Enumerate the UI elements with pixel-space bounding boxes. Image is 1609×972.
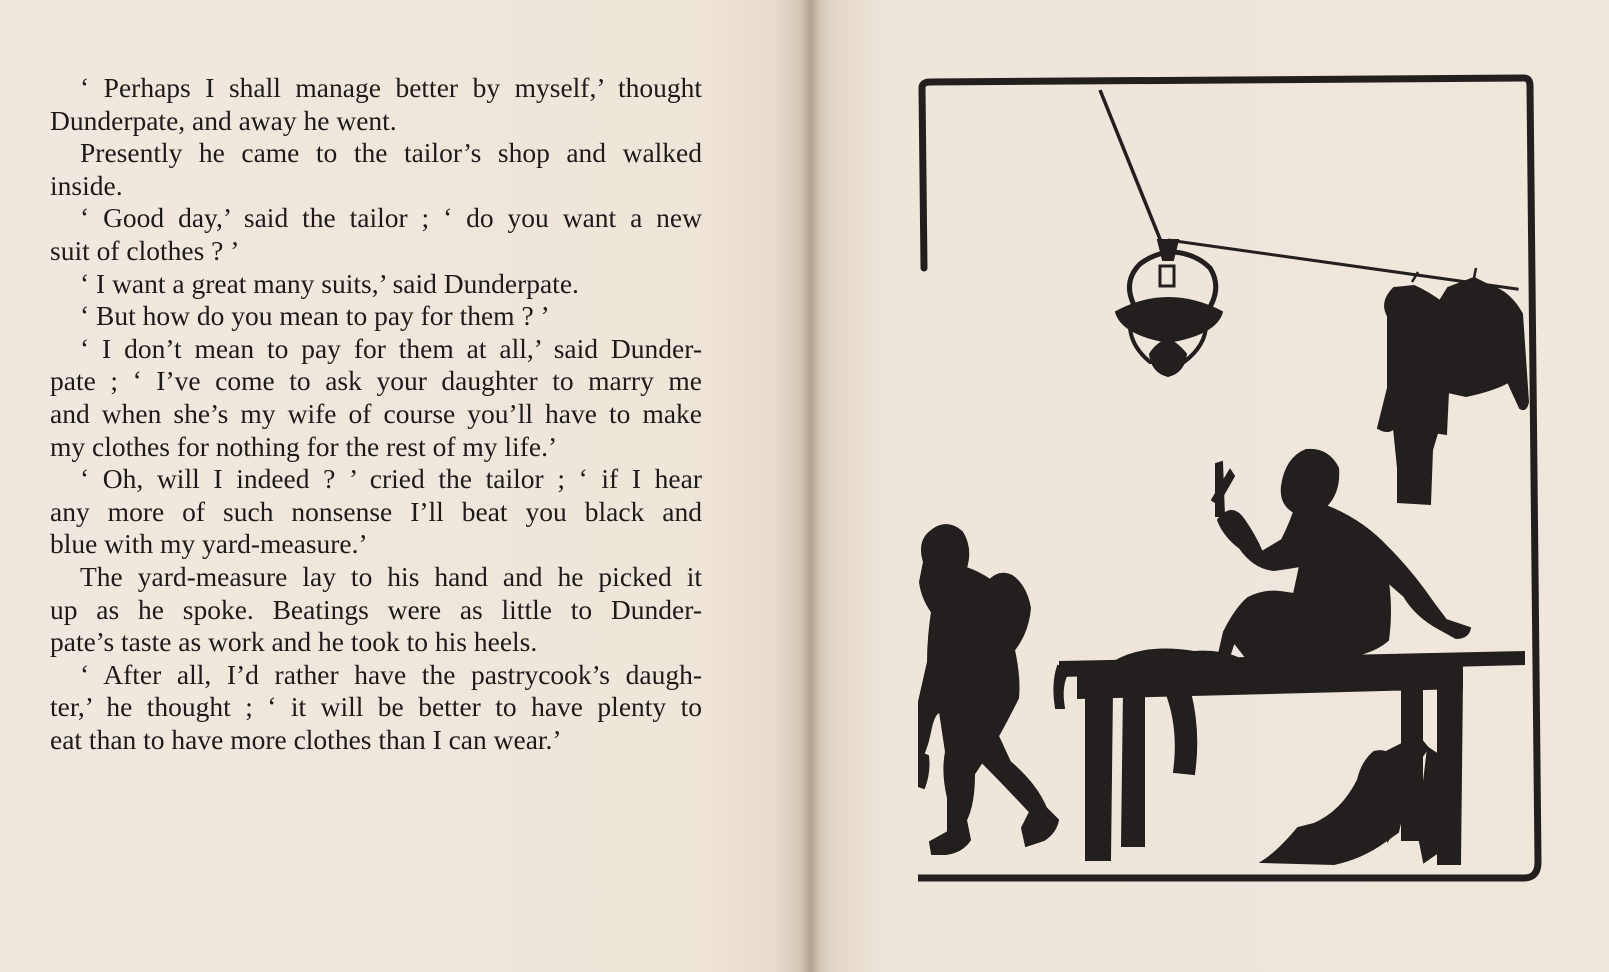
text-line: and when she’s my wife of course you’ll have to make [50,397,702,429]
silhouette-illustration [918,72,1568,912]
text-line: ‘ Perhaps I shall manage better by myself,’ thought [80,72,702,103]
text-line: The yard-measure lay to his hand and he picked it [80,560,702,592]
text-line: ‘ Good day,’ said the tailor ; ‘ do you want a new [80,202,702,234]
text-line: eat than to have more clothes than I can wear.’ [50,723,562,755]
story-text [50,72,702,756]
text-line: any more of such nonsense I’ll beat you black and [50,495,702,527]
text-line: ter,’ he thought ; ‘ it will be better to have plenty to [50,691,702,723]
text-line: pate’s taste as work and he took to his heels. [50,626,538,658]
text-line: inside. [50,169,123,201]
text-line: blue with my yard-measure.’ [50,528,368,560]
text-line: suit of clothes ? ’ [50,234,240,266]
boy-silhouette [918,525,1058,854]
text-line: ‘ After all, I’d rather have the pastrycook’s daugh- [80,658,702,690]
text-line: up as he spoke. Beatings were as little to Dunder- [50,593,702,625]
book-gutter [800,0,820,972]
text-line: Presently he came to the tailor’s shop and walked [80,137,702,169]
text-line: ‘ I want a great many suits,’ said Dunderpate. [80,267,579,299]
text-line: ‘ I don’t mean to pay for them at all,’ said Dunder- [80,332,702,364]
workbench-silhouette [1054,650,1524,864]
text-line: my clothes for nothing for the rest of my life.’ [50,430,558,462]
text-line: ‘ But how do you mean to pay for them ? ’ [80,300,550,332]
hanging-clothes-icon [1378,268,1528,504]
text-line: pate ; ‘ I’ve come to ask your daughter to marry me [50,365,702,397]
text-line: ‘ Oh, will I indeed ? ’ cried the tailor ; ‘ if I hear [80,463,702,495]
text-line: Dunderpate, and away he went. [50,104,397,136]
